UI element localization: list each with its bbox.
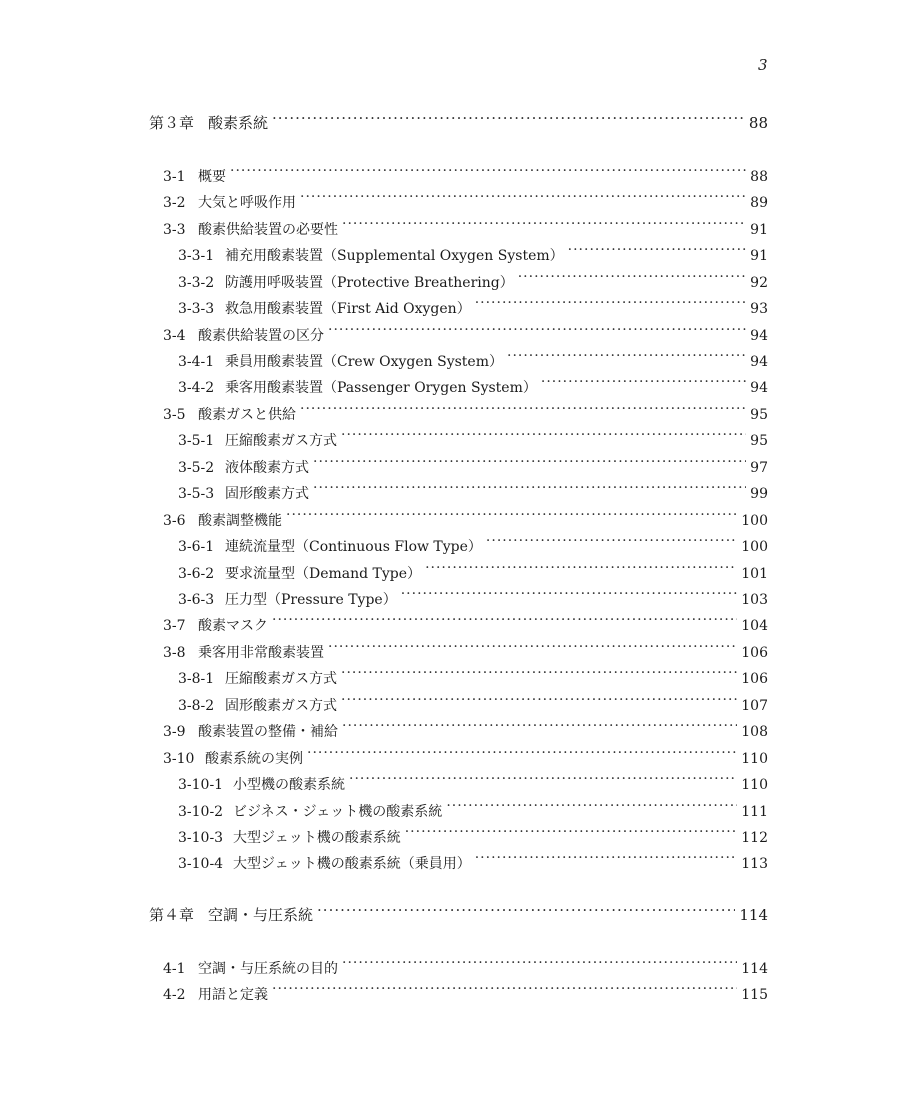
entry-title: 用語と定義 [198, 987, 268, 1003]
entry-page: 115 [741, 987, 768, 1003]
toc-entry [178, 663, 768, 689]
dot-leader [341, 663, 737, 683]
entry-number: 3-6-2 [178, 566, 215, 582]
entry-page: 92 [750, 275, 768, 291]
dot-leader [486, 531, 737, 551]
entry-page: 94 [750, 380, 768, 396]
entry-title: 液体酸素方式 [225, 460, 309, 476]
entry-page: 91 [750, 248, 768, 264]
entry-number: 3-6-1 [178, 539, 215, 555]
toc-entry [178, 558, 768, 584]
entry-number: 3-3-3 [178, 301, 215, 317]
entry-title: 酸素装置の整備・補給 [198, 724, 338, 740]
entry-page: 94 [750, 354, 768, 370]
entry-page: 99 [750, 486, 768, 502]
chapter-title: 空調・与圧系統 [208, 906, 314, 924]
dot-leader [342, 716, 737, 736]
entry-title: 連続流量型（Continuous Flow Type） [225, 539, 482, 555]
chapter-page: 88 [748, 114, 768, 132]
entry-title: 酸素マスク [198, 618, 268, 634]
dot-leader [425, 558, 737, 578]
entry-page: 100 [741, 539, 768, 555]
entry-page: 112 [741, 830, 768, 846]
entry-number: 3-10-4 [178, 856, 224, 872]
toc-entry [163, 979, 768, 1005]
entry-page: 103 [741, 592, 768, 608]
dot-leader [446, 796, 737, 816]
entry-number: 3-4-1 [178, 354, 215, 370]
entry-number: 3-8-2 [178, 698, 215, 714]
entry-title: 補充用酸素装置（Supplemental Oxygen System） [225, 248, 564, 264]
page-number: 3 [758, 56, 768, 74]
dot-leader [300, 399, 746, 419]
entry-number: 4-2 [163, 987, 186, 1003]
entry-page: 91 [750, 222, 768, 238]
dot-leader [349, 769, 737, 789]
chapter-page: 114 [739, 906, 768, 924]
toc-entry [178, 796, 768, 822]
entry-title: 酸素調整機能 [198, 513, 282, 529]
dot-leader [475, 293, 746, 313]
entry-page: 94 [750, 328, 768, 344]
entry-title: 要求流量型（Demand Type） [225, 566, 422, 582]
entry-number: 3-9 [163, 724, 186, 740]
entry-number: 3-3-2 [178, 275, 215, 291]
entry-title: 乗員用酸素装置（Crew Oxygen System） [225, 354, 503, 370]
dot-leader [405, 822, 738, 842]
entry-number: 3-10-2 [178, 804, 224, 820]
dot-leader [568, 240, 747, 260]
entry-number: 3-5-1 [178, 433, 215, 449]
entry-title: 圧縮酸素ガス方式 [225, 671, 337, 687]
toc-entry [178, 822, 768, 848]
dot-leader [272, 610, 737, 630]
entry-page: 111 [741, 804, 768, 820]
entry-number: 3-7 [163, 618, 186, 634]
chapter-heading [149, 900, 768, 925]
entry-page: 114 [741, 961, 768, 977]
entry-title: 防護用呼吸装置（Protective Breathering） [225, 275, 514, 291]
toc-entry [178, 531, 768, 557]
entry-title: 酸素系統の実例 [205, 751, 303, 767]
entry-title: 酸素供給装置の必要性 [198, 222, 338, 238]
toc-entry [178, 452, 768, 478]
entry-title: 圧力型（Pressure Type） [225, 592, 397, 608]
toc-entry [163, 320, 768, 346]
toc-entry [178, 267, 768, 293]
dot-leader [507, 346, 746, 366]
toc-entry [163, 953, 768, 979]
dot-leader [313, 452, 746, 472]
dot-leader [475, 848, 738, 868]
entry-title: 圧縮酸素ガス方式 [225, 433, 337, 449]
toc-entry [178, 240, 768, 266]
dot-leader [286, 505, 737, 525]
dot-leader [272, 108, 745, 128]
entry-number: 3-2 [163, 195, 186, 211]
entry-page: 100 [741, 513, 768, 529]
dot-leader [342, 214, 746, 234]
entry-page: 93 [750, 301, 768, 317]
dot-leader [541, 372, 746, 392]
entry-title: 乗客用酸素装置（Passenger Orygen System） [225, 380, 537, 396]
chapter-title: 酸素系統 [208, 114, 269, 132]
entry-number: 3-10-3 [178, 830, 224, 846]
entry-title: 固形酸素ガス方式 [225, 698, 337, 714]
entry-page: 95 [750, 407, 768, 423]
dot-leader [272, 979, 737, 999]
entry-number: 3-5-3 [178, 486, 215, 502]
toc-entry [163, 505, 768, 531]
entry-page: 88 [750, 169, 768, 185]
chapter-label: 第３章 [149, 114, 195, 132]
entry-number: 3-4-2 [178, 380, 215, 396]
entry-page: 95 [750, 433, 768, 449]
entry-number: 3-10-1 [178, 777, 224, 793]
entry-number: 3-3-1 [178, 248, 215, 264]
entry-page: 113 [741, 856, 768, 872]
entry-title: ビジネス・ジェット機の酸素系統 [233, 804, 443, 820]
dot-leader [230, 161, 746, 181]
entry-title: 酸素ガスと供給 [198, 407, 296, 423]
toc-entry [163, 187, 768, 213]
dot-leader [328, 637, 737, 657]
chapter-label: 第４章 [149, 906, 195, 924]
entry-number: 3-5 [163, 407, 186, 423]
entry-page: 106 [741, 671, 768, 687]
entry-title: 大気と呼吸作用 [198, 195, 296, 211]
toc-entry [163, 716, 768, 742]
entry-page: 106 [741, 645, 768, 661]
entry-number: 3-8-1 [178, 671, 215, 687]
entry-page: 104 [741, 618, 768, 634]
entry-number: 4-1 [163, 961, 186, 977]
toc-entry [163, 399, 768, 425]
toc-entry [163, 610, 768, 636]
entry-title: 固形酸素方式 [225, 486, 309, 502]
toc-entry [178, 584, 768, 610]
dot-leader [317, 900, 735, 920]
dot-leader [313, 478, 746, 498]
entry-title: 大型ジェット機の酸素系統（乗員用） [233, 856, 471, 872]
entry-page: 107 [741, 698, 768, 714]
dot-leader [341, 425, 746, 445]
entry-number: 3-5-2 [178, 460, 215, 476]
entry-title: 救急用酸素装置（First Aid Oxygen） [225, 301, 471, 317]
entry-title: 大型ジェット機の酸素系統 [233, 830, 401, 846]
entry-title: 小型機の酸素系統 [233, 777, 345, 793]
toc-entry [178, 769, 768, 795]
entry-title: 概要 [198, 169, 226, 185]
toc-entry [178, 425, 768, 451]
entry-page: 89 [750, 195, 768, 211]
toc-entry [178, 372, 768, 398]
dot-leader [328, 320, 746, 340]
dot-leader [300, 187, 746, 207]
toc-entry [178, 690, 768, 716]
toc-entry [178, 848, 768, 874]
toc-entry [163, 743, 768, 769]
toc-entry [163, 214, 768, 240]
dot-leader [342, 953, 737, 973]
entry-number: 3-6-3 [178, 592, 215, 608]
entry-number: 3-3 [163, 222, 186, 238]
dot-leader [307, 743, 737, 763]
entry-number: 3-10 [163, 751, 195, 767]
dot-leader [341, 690, 737, 710]
entry-title: 乗客用非常酸素装置 [198, 645, 324, 661]
entry-page: 97 [750, 460, 768, 476]
toc-entry [163, 637, 768, 663]
dot-leader [518, 267, 746, 287]
chapter-heading [149, 108, 768, 133]
toc-entry [178, 293, 768, 319]
toc-entry [163, 161, 768, 187]
entry-number: 3-1 [163, 169, 186, 185]
entry-page: 110 [741, 751, 768, 767]
toc-entry [178, 478, 768, 504]
entry-title: 酸素供給装置の区分 [198, 328, 324, 344]
entry-number: 3-6 [163, 513, 186, 529]
toc-entry [178, 346, 768, 372]
entry-page: 110 [741, 777, 768, 793]
entry-page: 108 [741, 724, 768, 740]
entry-number: 3-8 [163, 645, 186, 661]
dot-leader [401, 584, 738, 604]
entry-page: 101 [741, 566, 768, 582]
entry-number: 3-4 [163, 328, 186, 344]
entry-title: 空調・与圧系統の目的 [198, 961, 338, 977]
